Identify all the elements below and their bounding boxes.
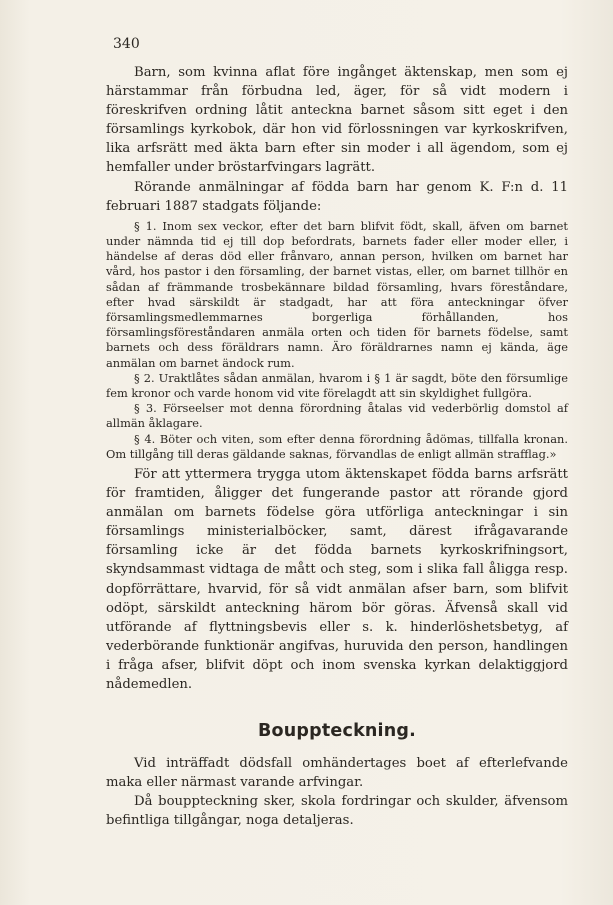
section-heading-bouppteckning: Bouppteckning. (257, 721, 416, 742)
page-body (106, 63, 568, 831)
page-number: 340 (113, 36, 140, 52)
paragraph-registration-intro: Rörande anmälningar af födda barn har genom K. F:n d. 11 februari 1887 stadgats följande: (106, 179, 568, 214)
paragraph-pastor-duties: För att yttermera trygga utom äktenskapet födda barns arfsrätt för framtiden, åligger det fungerande pastor att rörande gjord anmälan om barnets födelse göra utförliga anteckningar i sin församlings ministerialböcker, samt, därest ifrågavarande församling icke är det födda barnets kyrkoskrifningsort, skyndsammast vidtaga de mått och steg, som i slika fall åligga resp. dopförrättare, hvarvid, för så vidt anmälan afser barn, som blifvit odöpt, särskildt anteckning härom bör göras. Äfvenså skall vid utförande af flyttningsbevis eller s. k. hinderlöshetsbetyg, af vederbörande funktionär angifvas, huruvida den person, handlingen i fråga afser, blifvit döpt och inom svenska kyrkan delaktiggjord nådemedlen. (106, 467, 568, 693)
statute-section-4: § 4. Böter och viten, som efter denna förordning ådömas, tillfalla kronan. Om tillgång till deras gäldande saknas, förvandlas de enligt allmän strafflag.» (106, 431, 568, 461)
paragraph-estate-inventory: Då bouppteckning sker, skola fordringar och skulder, äfvensom befintliga tillgångar, noga detaljeras. (106, 794, 568, 829)
statute-section-3: § 3. Förseelser mot denna förordning åtalas vid vederbörlig domstol af allmän åklagare. (106, 401, 568, 431)
statute-section-2: § 2. Uraktlåtes sådan anmälan, hvarom i § 1 är sagdt, böte den försumlige fem kronor och varde honom vid vite förelagdt att sin skyldighet fullgöra. (106, 370, 568, 400)
paragraph-inheritance: Barn, som kvinna aflat före ingånget äktenskap, men som ej härstammar från förbudna led, äger, för så vidt modern i föreskrifven ordning låtit anteckna barnet såsom sitt eget i den församlings kyrkobok, där hon vid förlossningen var kyrkoskrifven, lika arfsrätt med äkta barn efter sin moder i all ägendom, som ej hemfaller under bröstarfvingars lagrätt. (106, 65, 568, 176)
paragraph-estate-custody: Vid inträffadt dödsfall omhändertages boet af efterlefvande maka eller närmast varande arfvingar. (106, 756, 568, 791)
statute-section-1: § 1. Inom sex veckor, efter det barn blifvit födt, skall, äfven om barnet under nämnda tid ej till dop befordrats, barnets fader eller moder eller, i händelse af deras död eller frånvaro, annan person, hvilken om barnet har vård, hos pastor i den församling, der barnet vistas, eller, om barnet tillhör en sådan af främmande trosbekännare bildad församling, hvars föreståndare, efter hvad särskildt är stadgadt, har att föra anteckningar öfver församlingsmedlemmarnes borgerliga förhållanden, hos församlingsföreståndaren anmäla orten och tiden för barnets födelse, samt barnets och dess föräldrars namn. Äro föräldrarnes namn ej kända, äge anmälan om barnet ändock rum. (106, 218, 568, 370)
